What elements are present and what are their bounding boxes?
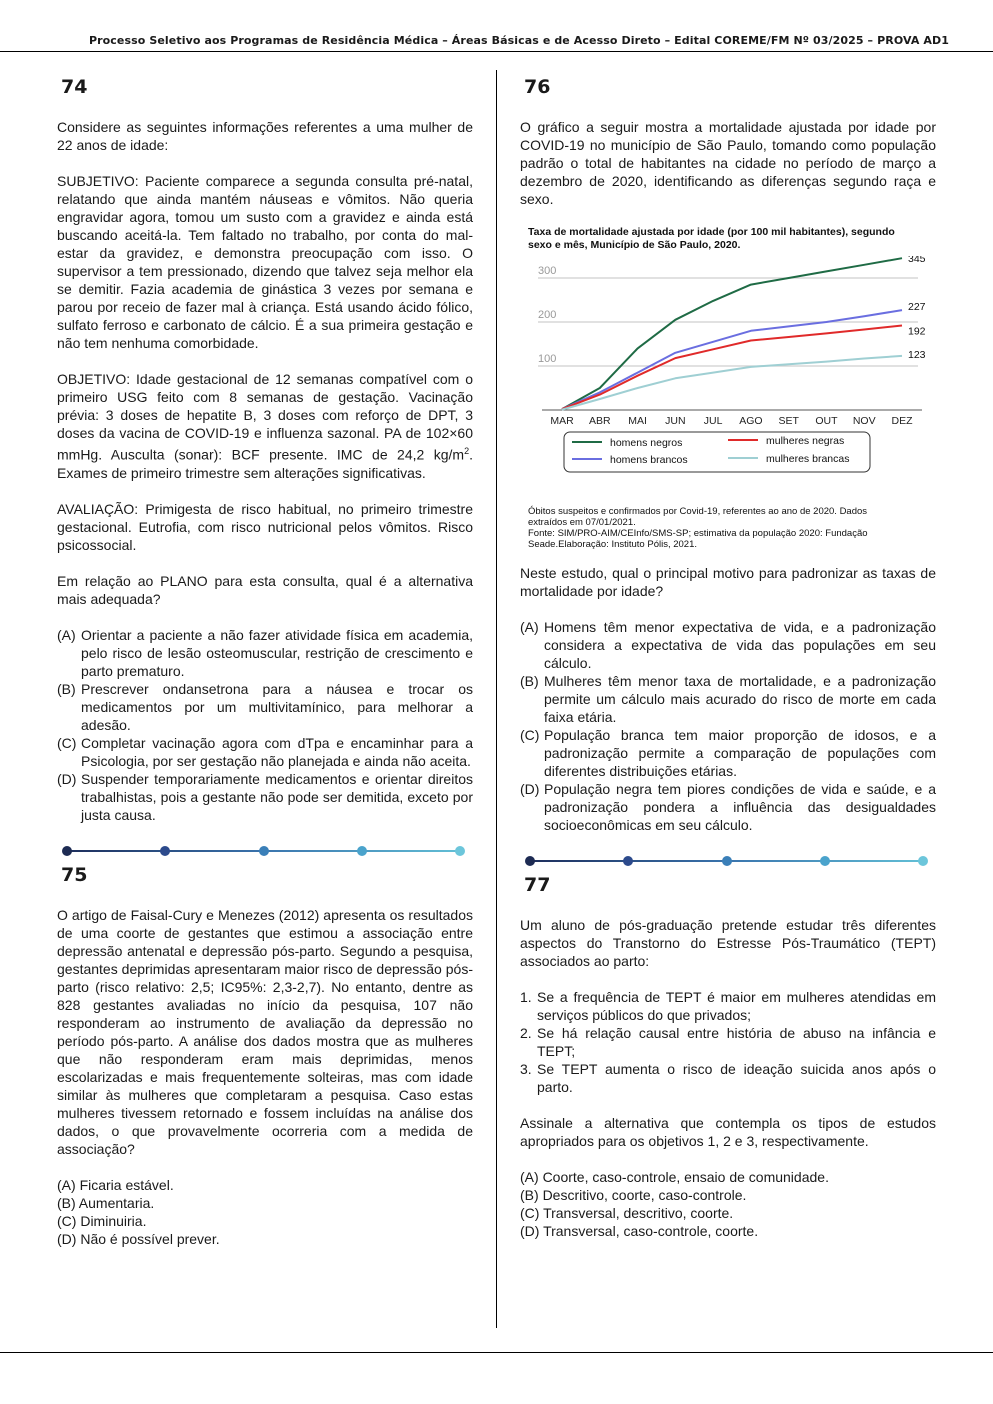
separator-dot (160, 846, 170, 856)
chart-source-note (528, 506, 936, 550)
series-end-label: 123 (908, 348, 926, 361)
question-77-number: 77 (524, 874, 551, 896)
q74-intro: Considere as seguintes informações referentes a uma mulher de 22 anos de idade: (57, 119, 473, 153)
separator-dot (525, 856, 535, 866)
separator-dot (918, 856, 928, 866)
y-tick-label: 300 (538, 265, 557, 277)
option-text: População branca tem maior proporção de idosos, e a padronização permite a comparação de populações com diferentes distribuições etárias. (544, 727, 936, 779)
q77-items (520, 988, 936, 1096)
chart-note-line: extraídos em 07/01/2021. (528, 517, 636, 528)
question-separator (57, 842, 473, 860)
q74-objetivo-text-end: . Exames de primeiro trimestre sem alterações significativas. (57, 446, 473, 481)
q77-option-c[interactable] (520, 1204, 936, 1222)
option-text: Homens têm menor expectativa de vida, e a padronização considera a expectativa de vida das populações em seu cálculo. (544, 619, 936, 671)
q75-option-d[interactable] (57, 1230, 473, 1248)
q76-options (520, 618, 936, 834)
option-letter: (D) (520, 1223, 540, 1239)
q76-option-c[interactable] (520, 726, 936, 780)
separator-dot (259, 846, 269, 856)
option-letter: (A) (57, 1176, 76, 1193)
q76-intro: O gráfico a seguir mostra a mortalidade ajustada por idade por COVID-19 no município de São Paulo, tomando como população padrão o total de habitantes na cidade no período de março a dezembro de 2020, identificando as diferenças segundo raça e sexo. (520, 119, 936, 207)
series-line (562, 356, 902, 410)
item-number: 1. (520, 989, 532, 1005)
legend-label: homens brancos (610, 454, 688, 466)
q74-options (57, 626, 473, 824)
page-header: Processo Seletivo aos Programas de Residência Médica – Áreas Básicas e de Acesso Direto – Edital COREME/FM Nº 03/2025 – PROVA AD1 (88, 34, 949, 47)
right-column (520, 76, 936, 1258)
chart-note-line: Fonte: SIM/PRO-AIM/CEInfo/SMS-SP; estimativa da população 2020: Fundação (528, 528, 868, 539)
option-letter: (D) (57, 770, 77, 787)
q77-question: Assinale a alternativa que contempla os tipos de estudos apropriados para os objetivos 1, 2 e 3, respectivamente. (520, 1115, 936, 1149)
legend-label: mulheres negras (766, 435, 845, 447)
q74-objetivo-text: OBJETIVO: Idade gestacional de 12 semanas compatível com o primeiro USG feito com 8 semanas de gestação. Vacinação prévia: 3 doses de hepatite B, 3 doses com reforço de DPT, 3 doses da vacina de COVID-19 e influenza sazonal. PA de 102×60 mmHg. Ausculta (sonar): BCF presente. IMC de 24,2 kg/m (57, 371, 473, 463)
option-text: População negra tem piores condições de vida e saúde, e a padronização pondera a influência das desigualdades socioeconômicas em seu cálculo. (544, 781, 936, 833)
item-text: Se a frequência de TEPT é maior em mulheres atendidas em serviços públicos do que privados; (537, 989, 936, 1023)
x-tick-label: DEZ (891, 415, 913, 427)
option-letter: (C) (520, 727, 540, 743)
option-text: Orientar a paciente a não fazer atividade física em academia, pelo risco de lesão osteomuscular, restrição de crescimento e parto prematuro. (81, 626, 473, 679)
series-end-label: 227 (908, 301, 926, 314)
separator-dot (722, 856, 732, 866)
x-tick-label: ABR (588, 415, 611, 427)
series-end-label: 345 (908, 256, 926, 266)
x-tick-label: MAI (628, 415, 647, 427)
option-letter: (A) (520, 1169, 539, 1185)
q75-text: O artigo de Faisal-Cury e Menezes (2012) apresenta os resultados de uma coorte de gestantes que estimou a associação entre depressão antenatal e depressão pós-parto. Segundo a pesquisa, gestantes deprimidas apresentaram maior risco de depressão pós-parto (risco relativo: 2,5; IC95%: 2,3-2,7). No entanto, dentre as 828 gestantes avaliadas no início da pesquisa, 107 não responderam ao instrumento de avaliação da depressão no período pós-parto. A análise dos dados mostra que as mulheres que não responderam eram mais deprimidas, menos escolarizadas e mais frequentemente solteiras, mas com idade similar às mulheres que completaram a pesquisa. Caso estas mulheres tivessem retornado e fossem incluídas na análise dos dados, o que provavelmente ocorreria com a medida de associação? (57, 906, 473, 1157)
chart-title-line: sexo e mês, Município de São Paulo, 2020. (528, 239, 741, 251)
item-text: Se há relação causal entre história de abuso na infância e TEPT; (537, 1025, 936, 1059)
q77-option-b[interactable] (520, 1186, 936, 1204)
option-text: Completar vacinação agora com dTpa e encaminhar para a Psicologia, por ser gestação não planejada e ainda não aceita. (81, 734, 473, 769)
option-text: Prescrever ondansetrona para a náusea e trocar os medicamentos por um multivitamínico, para melhorar a adesão. (81, 680, 473, 733)
x-tick-label: OUT (815, 415, 838, 427)
q77-option-d[interactable] (520, 1222, 936, 1240)
separator-dot (623, 856, 633, 866)
option-letter: (C) (520, 1205, 540, 1221)
option-text: Transversal, descritivo, coorte. (543, 1205, 734, 1221)
q75-option-c[interactable] (57, 1212, 473, 1230)
mortality-chart-figure (520, 226, 936, 550)
chart-note-line: Seade.Elaboração: Instituto Pólis, 2021. (528, 539, 698, 550)
chart-title (528, 226, 936, 252)
q77-intro: Um aluno de pós-graduação pretende estudar três diferentes aspectos do Transtorno do Estresse Pós-Traumático (TEPT) associados ao parto: (520, 917, 936, 969)
q74-subjetivo: SUBJETIVO: Paciente comparece a segunda consulta pré-natal, relatando que ainda mantém náuseas e vômitos. Não queria engravidar agora, tomou um susto com a gravidez e ainda está buscando aceitá-la. Tem faltado no trabalho, por conta do mal-estar da gravidez, e demonstra preocupação com isso. O supervisor a tem pressionado, dizendo que talvez seja melhor ela se demitir. Fazia academia de ginástica 3 vezes por semana e parou por receio de fazer mal à criança. Está usando ácido fólico, sulfato ferroso e carbonato de cálcio. É a sua primeira gestação e não tem nenhuma comorbidade. (57, 173, 473, 351)
separator-dot (820, 856, 830, 866)
q74-option-d[interactable] (57, 770, 473, 824)
option-text: Aumentaria. (78, 1194, 155, 1211)
y-tick-label: 100 (538, 353, 557, 365)
q75-option-b[interactable] (57, 1194, 473, 1212)
question-75-number: 75 (61, 863, 88, 886)
x-tick-label: JUN (665, 415, 686, 427)
x-tick-label: SET (778, 415, 799, 427)
chart-title-line: Taxa de mortalidade ajustada por idade (por 100 mil habitantes), segundo (528, 226, 895, 238)
series-line (562, 326, 902, 410)
option-letter: (B) (57, 1194, 76, 1211)
q77-option-a[interactable] (520, 1168, 936, 1186)
q76-option-b[interactable] (520, 672, 936, 726)
q77-options (520, 1168, 936, 1240)
x-tick-label: AGO (739, 415, 763, 427)
item-number: 2. (520, 1025, 532, 1041)
option-letter: (D) (57, 1230, 77, 1247)
x-tick-label: NOV (852, 415, 876, 427)
item-number: 3. (520, 1061, 532, 1077)
q77-item-1 (520, 988, 936, 1024)
column-divider (496, 70, 497, 1328)
q74-question: Em relação ao PLANO para esta consulta, qual é a alternativa mais adequada? (57, 572, 473, 607)
q77-item-3 (520, 1060, 936, 1096)
option-text: Mulheres têm menor taxa de mortalidade, e a padronização permite um cálculo mais acurado do risco de morte em cada faixa etária. (544, 673, 936, 725)
option-letter: (B) (520, 673, 539, 689)
separator-dot (357, 846, 367, 856)
item-text: Se TEPT aumenta o risco de ideação suicida anos após o parto. (537, 1061, 936, 1095)
option-text: Ficaria estável. (79, 1176, 174, 1193)
option-letter: (C) (57, 734, 77, 751)
y-tick-label: 200 (538, 309, 557, 321)
q74-option-c[interactable] (57, 734, 473, 770)
option-letter: (B) (57, 680, 76, 697)
option-text: Suspender temporariamente medicamentos e orientar direitos trabalhistas, pois a gestante não pode ser demitida, exceto por justa causa. (81, 770, 473, 823)
option-letter: (C) (57, 1212, 77, 1229)
q74-option-a[interactable] (57, 626, 473, 680)
legend-label: mulheres brancas (766, 453, 850, 465)
chart-note-line: Óbitos suspeitos e confirmados por Covid-19, referentes ao ano de 2020. Dados (528, 506, 868, 517)
legend-label: homens negros (610, 437, 683, 449)
x-tick-label: JUL (703, 415, 723, 427)
option-letter: (D) (520, 781, 540, 797)
option-letter: (A) (57, 626, 76, 643)
q76-option-d[interactable] (520, 780, 936, 834)
question-74-number: 74 (61, 76, 88, 98)
x-tick-label: MAR (550, 415, 574, 427)
header-rule (0, 51, 993, 52)
q74-avaliacao: AVALIAÇÃO: Primigesta de risco habitual, no primeiro trimestre gestacional. Eutrofia, com risco nutricional pelos vômitos. Risco psicossocial. (57, 500, 473, 553)
separator-dot (62, 846, 72, 856)
question-separator (520, 852, 936, 870)
option-text: Descritivo, coorte, caso-controle. (542, 1187, 747, 1203)
series-end-label: 192 (908, 325, 926, 338)
q75-options (57, 1176, 473, 1248)
q74-option-b[interactable] (57, 680, 473, 734)
q76-question: Neste estudo, qual o principal motivo para padronizar as taxas de mortalidade por idade? (520, 565, 936, 599)
option-text: Coorte, caso-controle, ensaio de comunidade. (542, 1169, 829, 1185)
left-column (57, 76, 473, 1266)
question-76-number: 76 (524, 76, 551, 98)
option-letter: (B) (520, 1187, 539, 1203)
option-text: Diminuiria. (80, 1212, 147, 1229)
q74-objetivo-superscript: 2 (464, 446, 470, 456)
q77-item-2 (520, 1024, 936, 1060)
q74-objetivo (57, 370, 473, 482)
option-letter: (A) (520, 619, 539, 635)
q76-option-a[interactable] (520, 618, 936, 672)
separator-dot (455, 846, 465, 856)
footer-rule (0, 1352, 993, 1353)
q75-option-a[interactable] (57, 1176, 473, 1194)
option-text: Não é possível prever. (80, 1230, 220, 1247)
option-text: Transversal, caso-controle, coorte. (543, 1223, 759, 1239)
mortality-line-chart (520, 256, 936, 496)
